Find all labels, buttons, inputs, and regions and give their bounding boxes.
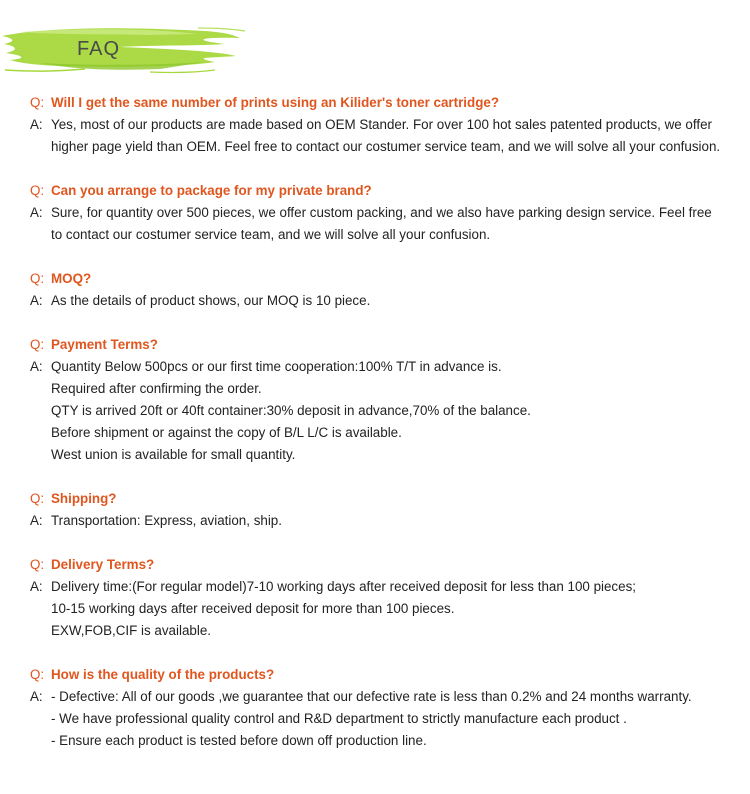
faq-item	[30, 180, 740, 246]
answer-text: Sure, for quantity over 500 pieces, we offer custom packing, and we also have parking design service. Feel free	[51, 205, 712, 220]
faq-header	[0, 22, 250, 80]
faq-item	[30, 268, 740, 312]
faq-answer-line	[30, 686, 740, 708]
faq-answer-line	[30, 422, 740, 444]
brush-stroke-background	[0, 22, 250, 80]
answer-text: West union is available for small quantity.	[51, 447, 296, 462]
answer-prefix: A:	[30, 579, 43, 594]
faq-item	[30, 664, 740, 752]
faq-answer-line	[30, 444, 740, 466]
faq-answer-line	[30, 290, 740, 312]
faq-answer-line	[30, 598, 740, 620]
faq-answer-line	[30, 136, 740, 158]
answer-prefix: A:	[30, 359, 43, 374]
answer-text: Required after confirming the order.	[51, 381, 262, 396]
faq-question	[30, 554, 740, 576]
faq-answer-line	[30, 576, 740, 598]
question-text: Shipping?	[51, 491, 117, 506]
faq-list	[30, 92, 740, 774]
faq-answer-line	[30, 202, 740, 224]
answer-text: higher page yield than OEM. Feel free to contact our costumer service team, and we will solve all your confusion.	[51, 139, 721, 154]
question-text: Delivery Terms?	[51, 557, 155, 572]
faq-question	[30, 334, 740, 356]
page-title: FAQ	[77, 38, 121, 60]
answer-text: Quantity Below 500pcs or our first time cooperation:100% T/T in advance is.	[51, 359, 502, 374]
faq-answer-line	[30, 378, 740, 400]
question-prefix: Q:	[30, 557, 45, 572]
answer-prefix: A:	[30, 689, 43, 704]
faq-answer-line	[30, 730, 740, 752]
question-prefix: Q:	[30, 667, 45, 682]
question-text: Will I get the same number of prints using an Kilider's toner cartridge?	[51, 95, 499, 110]
question-text: How is the quality of the products?	[51, 667, 275, 682]
answer-prefix: A:	[30, 117, 43, 132]
faq-item	[30, 554, 740, 642]
answer-text: 10-15 working days after received deposit for more than 100 pieces.	[51, 601, 455, 616]
answer-text: - Defective: All of our goods ,we guarantee that our defective rate is less than 0.2% and 24 months warranty.	[51, 689, 692, 704]
answer-text: - We have professional quality control and R&D department to strictly manufacture each product .	[51, 711, 627, 726]
question-text: Payment Terms?	[51, 337, 158, 352]
answer-text: to contact our costumer service team, and we will solve all your confusion.	[51, 227, 491, 242]
question-prefix: Q:	[30, 491, 45, 506]
answer-text: Before shipment or against the copy of B/L L/C is available.	[51, 425, 402, 440]
answer-text: As the details of product shows, our MOQ is 10 piece.	[51, 293, 371, 308]
answer-prefix: A:	[30, 513, 43, 528]
faq-question	[30, 488, 740, 510]
answer-text: Transportation: Express, aviation, ship.	[51, 513, 282, 528]
faq-answer-line	[30, 620, 740, 642]
answer-text: EXW,FOB,CIF is available.	[51, 623, 211, 638]
question-text: Can you arrange to package for my private brand?	[51, 183, 372, 198]
question-prefix: Q:	[30, 95, 45, 110]
faq-answer-line	[30, 356, 740, 378]
faq-answer-line	[30, 708, 740, 730]
faq-item	[30, 488, 740, 532]
faq-answer-line	[30, 510, 740, 532]
faq-question	[30, 92, 740, 114]
answer-text: Delivery time:(For regular model)7-10 working days after received deposit for less than 100 pieces;	[51, 579, 636, 594]
faq-question	[30, 664, 740, 686]
faq-item	[30, 334, 740, 466]
answer-text: - Ensure each product is tested before down off production line.	[51, 733, 427, 748]
answer-text: QTY is arrived 20ft or 40ft container:30% deposit in advance,70% of the balance.	[51, 403, 531, 418]
answer-text: Yes, most of our products are made based on OEM Stander. For over 100 hot sales patented products, we offer	[51, 117, 712, 132]
answer-prefix: A:	[30, 205, 43, 220]
faq-question	[30, 268, 740, 290]
faq-question	[30, 180, 740, 202]
faq-answer-line	[30, 114, 740, 136]
question-prefix: Q:	[30, 337, 45, 352]
answer-prefix: A:	[30, 293, 43, 308]
faq-answer-line	[30, 400, 740, 422]
question-prefix: Q:	[30, 271, 45, 286]
question-prefix: Q:	[30, 183, 45, 198]
question-text: MOQ?	[51, 271, 92, 286]
faq-answer-line	[30, 224, 740, 246]
faq-item	[30, 92, 740, 158]
